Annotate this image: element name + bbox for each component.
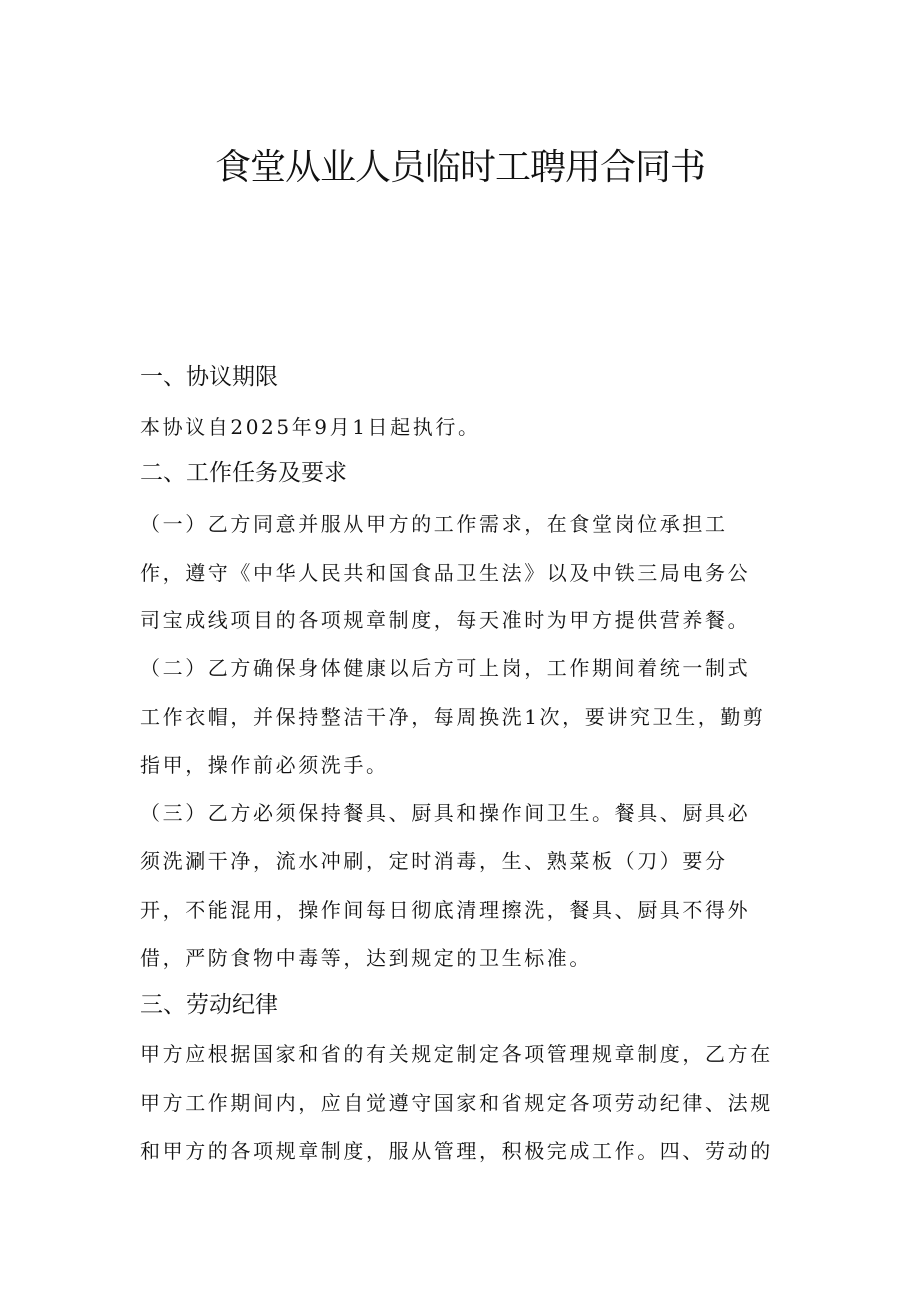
paragraph-line: 作，遵守《中华人民共和国食品卫生法》以及中铁三局电务公 — [140, 561, 751, 585]
paragraph-line: 工作衣帽，并保持整洁干净，每周换洗1次，要讲究卫生，勤剪 — [140, 705, 766, 729]
paragraph-line: 指甲，操作前必须洗手。 — [140, 753, 389, 777]
paragraph-line: 须洗涮干净，流水冲刷，定时消毒，生、熟菜板（刀）要分 — [140, 849, 728, 873]
section-heading-term: 一、协议期限 — [140, 364, 278, 390]
paragraph-line: 开，不能混用，操作间每日彻底清理擦洗，餐具、厨具不得外 — [140, 898, 751, 922]
section-heading-discipline: 三、劳动纪律 — [140, 992, 278, 1018]
paragraph-line: 司宝成线项目的各项规章制度，每天准时为甲方提供营养餐。 — [140, 608, 751, 632]
paragraph-line: 借，严防食物中毒等，达到规定的卫生标准。 — [140, 946, 592, 970]
paragraph-line: （三）乙方必须保持餐具、厨具和操作间卫生。餐具、厨具必 — [140, 801, 751, 825]
document-title: 食堂从业人员临时工聘用合同书 — [214, 147, 705, 188]
paragraph-line: 和甲方的各项规章制度，服从管理，积极完成工作。四、劳动的 — [140, 1139, 773, 1163]
paragraph-line: 本协议自2025年9月1日起执行。 — [140, 415, 481, 439]
paragraph-line: 甲方应根据国家和省的有关规定制定各项管理规章制度，乙方在 — [140, 1042, 773, 1066]
paragraph-line: 甲方工作期间内，应自觉遵守国家和省规定各项劳动纪律、法规 — [140, 1091, 773, 1115]
section-heading-tasks: 二、工作任务及要求 — [140, 460, 347, 486]
paragraph-line: （一）乙方同意并服从甲方的工作需求，在食堂岗位承担工 — [140, 512, 728, 536]
paragraph-line: （二）乙方确保身体健康以后方可上岗，工作期间着统一制式 — [140, 656, 751, 680]
